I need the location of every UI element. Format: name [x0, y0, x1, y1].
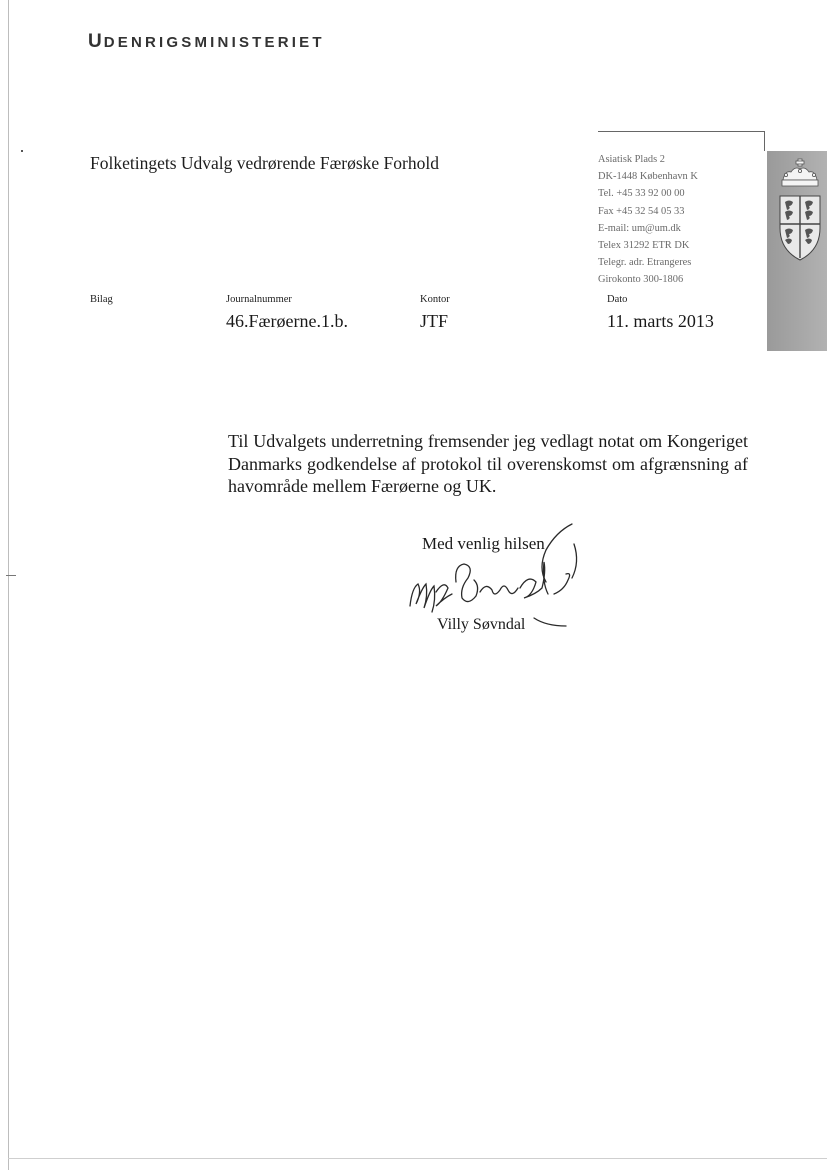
recipient: Folketingets Udvalg vedrørende Færøske Forhold [90, 153, 439, 173]
address-block [598, 151, 698, 289]
address-line: Fax +45 32 54 05 33 [598, 205, 685, 217]
kontor-label: Kontor [420, 294, 450, 305]
letter-body: Til Udvalgets underretning fremsender jeg vedlagt notat om Kongeriget Danmarks godkendelse af protokol til overenskomst om afgrænsning af havområde mellem Færøerne og UK. [228, 431, 748, 496]
signer-name: Villy Søvndal [437, 616, 526, 633]
address-line: DK-1448 København K [598, 171, 698, 183]
address-line: Girokonto 300-1806 [598, 274, 684, 286]
address-rule [598, 131, 765, 132]
scan-mark [21, 150, 23, 152]
journal-number: 46.Færøerne.1.b. [226, 311, 348, 331]
address-line: Telegr. adr. Etrangeres [598, 257, 692, 269]
date-label: Dato [607, 294, 628, 305]
address-line: E-mail: um@um.dk [598, 222, 681, 234]
coat-of-arms-icon [777, 158, 823, 268]
journal-label: Journalnummer [226, 294, 292, 305]
address-line: Telex 31292 ETR DK [598, 240, 690, 252]
kontor-value: JTF [420, 311, 449, 331]
scan-mark [6, 575, 16, 576]
closing: Med venlig hilsen [422, 534, 545, 553]
bilag-label: Bilag [90, 294, 113, 305]
ministry-letterhead: UDENRIGSMINISTERIET [88, 31, 325, 52]
address-line: Tel. +45 33 92 00 00 [598, 188, 685, 200]
address-line: Asiatisk Plads 2 [598, 154, 665, 165]
page-bottom-line [8, 1158, 827, 1159]
address-rule [764, 131, 765, 151]
date-value: 11. marts 2013 [607, 311, 714, 331]
page-margin-line [8, 0, 9, 1170]
